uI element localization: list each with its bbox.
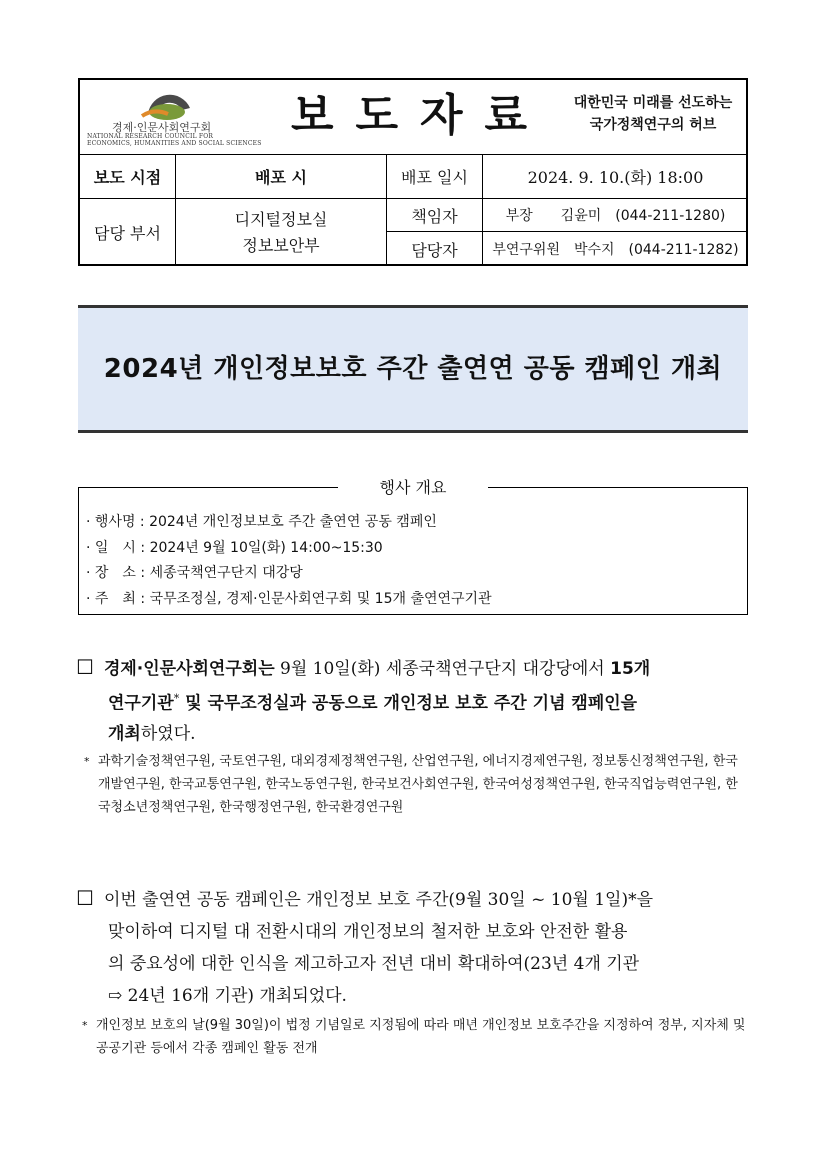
footnote-star: *	[82, 1019, 88, 1032]
release-time-value: 배포 시	[255, 168, 307, 187]
release-date-value: 2024. 9. 10.(화) 18:00	[527, 168, 704, 187]
event-row-host: · 주 최 : 국무조정실, 경제·인문사회연구회 및 15개 출연연구기관	[86, 590, 492, 607]
contact-value: 부연구위원 박수지 (044-211-1282)	[492, 242, 739, 258]
org-logo	[82, 82, 282, 154]
org-name: 경제·인문사회연구회	[112, 121, 212, 134]
body-paragraph-2: ☐ 이번 출연연 공동 캠페인은 개인정보 보호 주간(9월 30일 ~ 10월 1일)*을 맞이하여 디지털 대 전환시대의 개인정보의 철저한 보호와 안전한 활용 의 중요성에 대한 인식을 제고하고자 전년 대비 확대하여(23년 4개 기관 ⇨ 24년 16개 기관) 개최되었다.	[76, 886, 654, 1006]
checkbox-bullet-icon: ☐	[76, 886, 94, 910]
contact-label: 담당자	[411, 240, 458, 260]
release-date-label: 배포 일시	[401, 168, 468, 187]
event-row-venue: · 장 소 : 세종국책연구단지 대강당	[86, 565, 303, 581]
dept-label: 담당 부서	[94, 224, 161, 243]
dept-value: 디지털정보실 정보보안부	[234, 209, 328, 255]
body-paragraph-1: ☐ 경제·인문사회연구회는 9월 10일(화) 세종국책연구단지 대강당에서 15개 연구기관* 및 국무조정실과 공동으로 개인정보 보호 주간 기념 캠페인을 개최하였다.	[76, 655, 651, 744]
headline-title: 2024년 개인정보보호 주간 출연연 공동 캠페인 개최	[103, 354, 723, 384]
release-time-label: 보도 시점	[93, 168, 162, 187]
manager-label: 책임자	[411, 206, 458, 226]
org-slogan: 대한민국 미래를 선도하는 국가정책연구의 허브	[573, 95, 733, 133]
event-row-datetime: · 일 시 : 2024년 9월 10일(화) 14:00~15:30	[86, 539, 383, 556]
checkbox-bullet-icon: ☐	[76, 655, 94, 679]
event-summary-heading: 행사 개요	[338, 475, 488, 498]
footnote-star: *	[84, 755, 90, 768]
footnote-1: * 과학기술정책연구원, 국토연구원, 대외경제정책연구원, 산업연구원, 에너지경제연구원, 정보통신정책연구원, 한국개발연구원, 한국교통연구원, 한국노동연구원, 한국보건사회연구원, 한국여성정책연구원, 한국직업능력연구원, 한국청소년정책연구원, 한국행정연구원, 한국환경연구원	[98, 750, 750, 819]
event-summary-list	[86, 510, 492, 612]
headline-banner	[78, 305, 748, 433]
org-name-en: NATIONAL RESEARCH COUNCIL FOR ECONOMICS, HUMANITIES AND SOCIAL SCIENCES	[87, 133, 262, 147]
org-logo-icon	[82, 82, 282, 122]
footnote-marker: *	[173, 692, 180, 705]
press-release-title: 보도자료	[290, 90, 549, 141]
event-row-name: · 행사명 : 2024년 개인정보보호 주간 출연연 공동 캠페인	[86, 514, 437, 530]
press-header-table	[78, 78, 748, 266]
manager-value: 부장 김윤미 (044-211-1280)	[505, 208, 726, 224]
footnote-2: * 개인정보 보호의 날(9월 30일)이 법정 기념일로 지정됨에 따라 매년 개인정보 보호주간을 지정하여 정부, 지자체 및 공공기관 등에서 각종 캠페인 활동 전개	[96, 1014, 752, 1060]
